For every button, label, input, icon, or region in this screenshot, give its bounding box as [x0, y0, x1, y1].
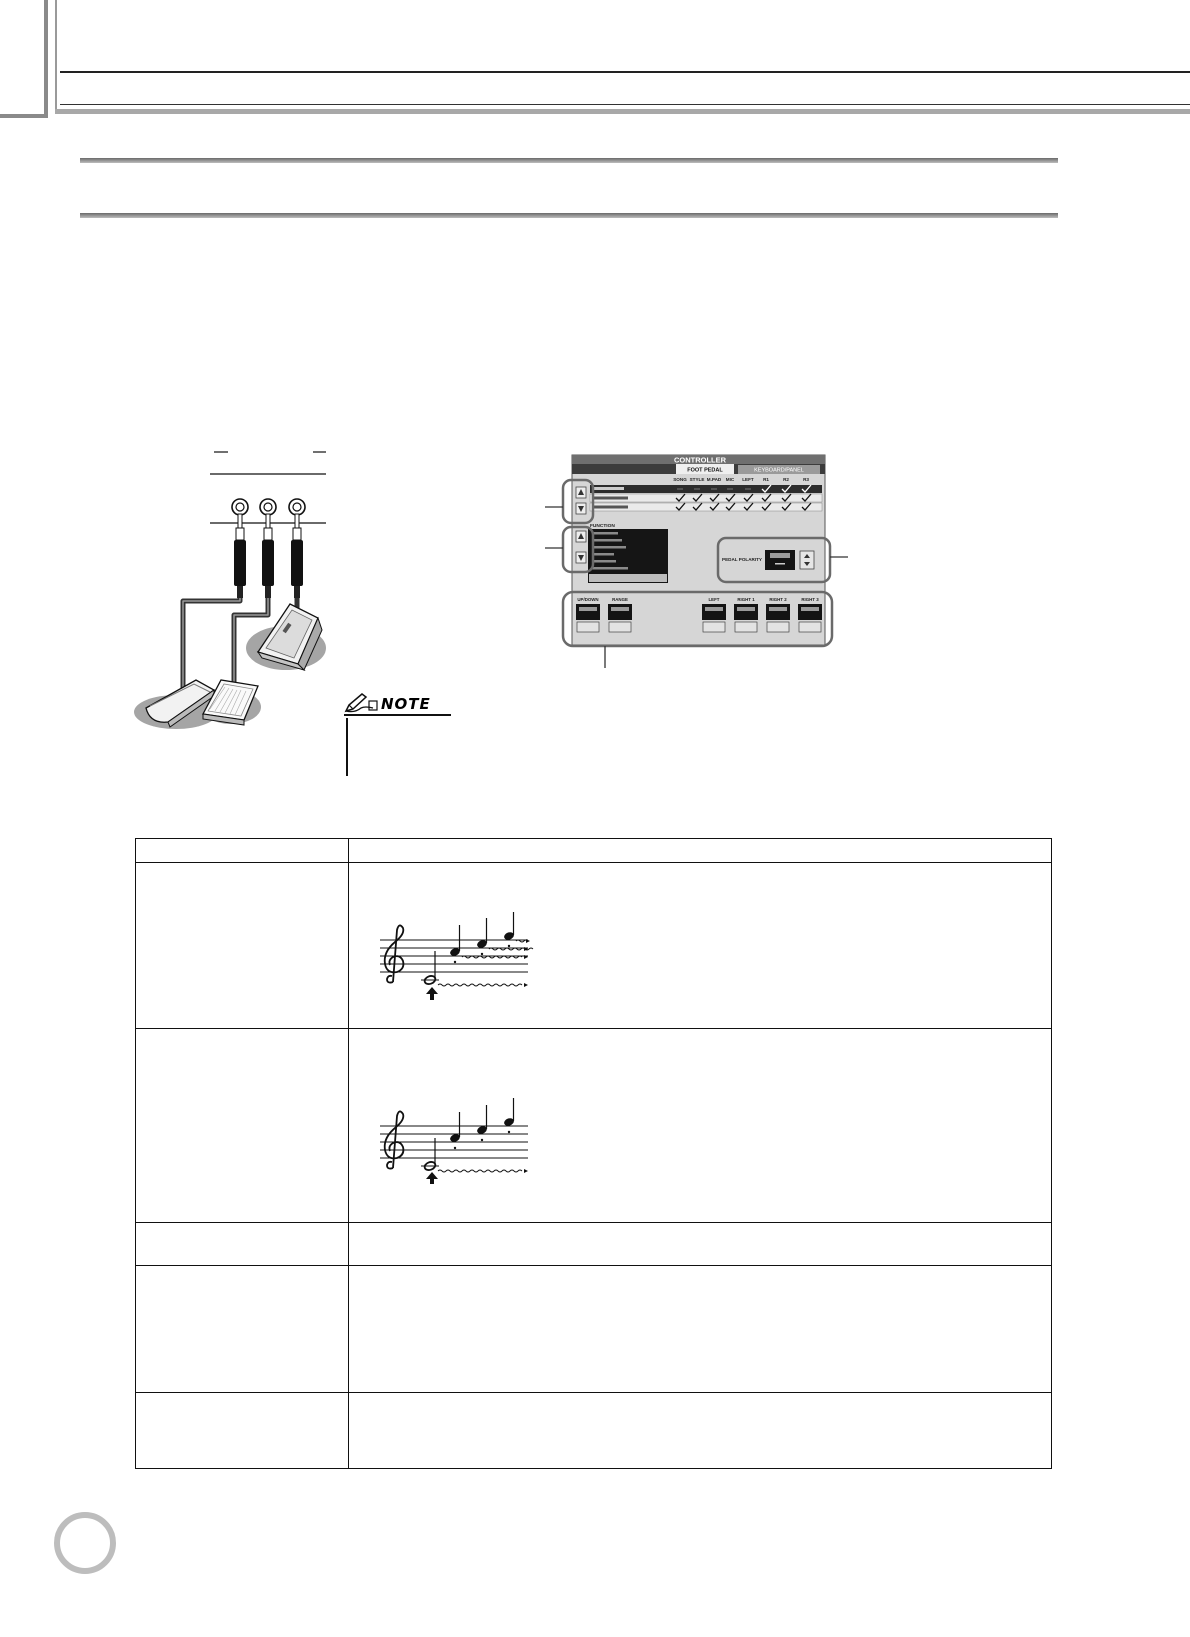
foot-jack-1	[232, 499, 248, 515]
column-r2: R2	[783, 477, 789, 482]
parameter-value-box	[702, 604, 726, 620]
note-underline	[344, 714, 451, 716]
table-cell	[136, 1223, 349, 1266]
table-row	[136, 1393, 1052, 1469]
function-up-button	[576, 531, 586, 542]
parameter-value-box	[766, 604, 790, 620]
parameter-value-box	[608, 604, 632, 620]
row-down-button	[576, 503, 586, 514]
table-row	[136, 1223, 1052, 1266]
screen-title: CONTROLLER	[673, 455, 727, 465]
table-cell	[349, 1223, 1052, 1266]
parameter-dial-button	[577, 622, 599, 632]
table-row	[136, 1266, 1052, 1393]
tab-keyboard-panel-label: KEYBOARD/PANEL	[754, 467, 804, 474]
page-number-badge	[54, 1512, 116, 1574]
function-label: FUNCTION	[590, 524, 615, 529]
up-arrow-icon	[426, 987, 438, 1000]
parameter-value-box	[798, 604, 822, 620]
section-title-bar-top	[80, 158, 1058, 163]
table-row	[136, 863, 1052, 1029]
table-cell	[349, 1266, 1052, 1393]
music-staff-sustain-first	[375, 1090, 540, 1185]
parameter-dial-button	[767, 622, 789, 632]
parameter-label: LEFT	[708, 597, 720, 602]
parameter-label: RIGHT 1	[737, 597, 755, 602]
parameter-label: RANGE	[612, 597, 628, 602]
note-margin-rule	[346, 718, 348, 776]
row-up-button	[576, 487, 586, 498]
table-cell	[136, 863, 349, 1029]
plug-2	[262, 514, 274, 598]
pedal-connection-illustration	[120, 435, 340, 735]
parameter-label: RIGHT 2	[769, 597, 787, 602]
header-tab-base	[0, 114, 48, 118]
column-r1: R1	[763, 477, 769, 482]
pencil-icon	[343, 692, 379, 714]
column-mic: MIC	[725, 477, 735, 482]
parameter-value-box	[734, 604, 758, 620]
plug-1	[234, 514, 246, 598]
parameter-dial-button	[703, 622, 725, 632]
table-header-cell	[349, 839, 1052, 863]
tab-foot-pedal-label: FOOT PEDAL	[687, 467, 723, 474]
parameter-dial-button	[735, 622, 757, 632]
section-title-bar-bottom	[80, 213, 1058, 218]
header-rule-bottom	[55, 109, 1190, 114]
function-list-selected-item	[589, 574, 667, 582]
treble-clef-icon	[385, 925, 404, 982]
foot-jack-2	[260, 499, 276, 515]
column-r3: R3	[803, 477, 809, 482]
table-cell	[349, 1393, 1052, 1469]
table-header-row	[136, 839, 1052, 863]
parameter-label: RIGHT 3	[801, 597, 819, 602]
controller-screen-image	[540, 445, 860, 675]
plug-3	[291, 514, 303, 598]
column-left: LEFT	[742, 477, 754, 482]
polarity-button	[800, 551, 814, 569]
parameter-table	[135, 838, 1052, 1469]
polarity-label: PEDAL POLARITY	[722, 557, 762, 562]
column-mpad: M.PAD	[706, 477, 722, 482]
function-down-button	[576, 552, 586, 563]
foot-jack-3	[289, 499, 305, 515]
up-arrow-icon	[426, 1172, 438, 1184]
header-rule-top	[60, 71, 1190, 73]
parameter-value-box	[576, 604, 600, 620]
header-rule-middle	[60, 104, 1190, 105]
table-cell	[136, 1266, 349, 1393]
parameter-label: UP/DOWN	[577, 597, 599, 602]
table-cell	[136, 1029, 349, 1223]
column-style: STYLE	[689, 477, 705, 482]
column-song: SONG	[673, 477, 687, 482]
parameter-dial-button	[799, 622, 821, 632]
header-tab-line	[55, 0, 57, 112]
table-cell	[136, 1393, 349, 1469]
music-staff-sustain-all	[375, 910, 540, 1005]
table-row	[136, 1029, 1052, 1223]
treble-clef-icon	[385, 1111, 404, 1168]
parameter-dial-button	[609, 622, 631, 632]
header-tab-bar	[44, 0, 48, 118]
table-header-cell	[136, 839, 349, 863]
note-label: NOTE	[381, 695, 431, 713]
